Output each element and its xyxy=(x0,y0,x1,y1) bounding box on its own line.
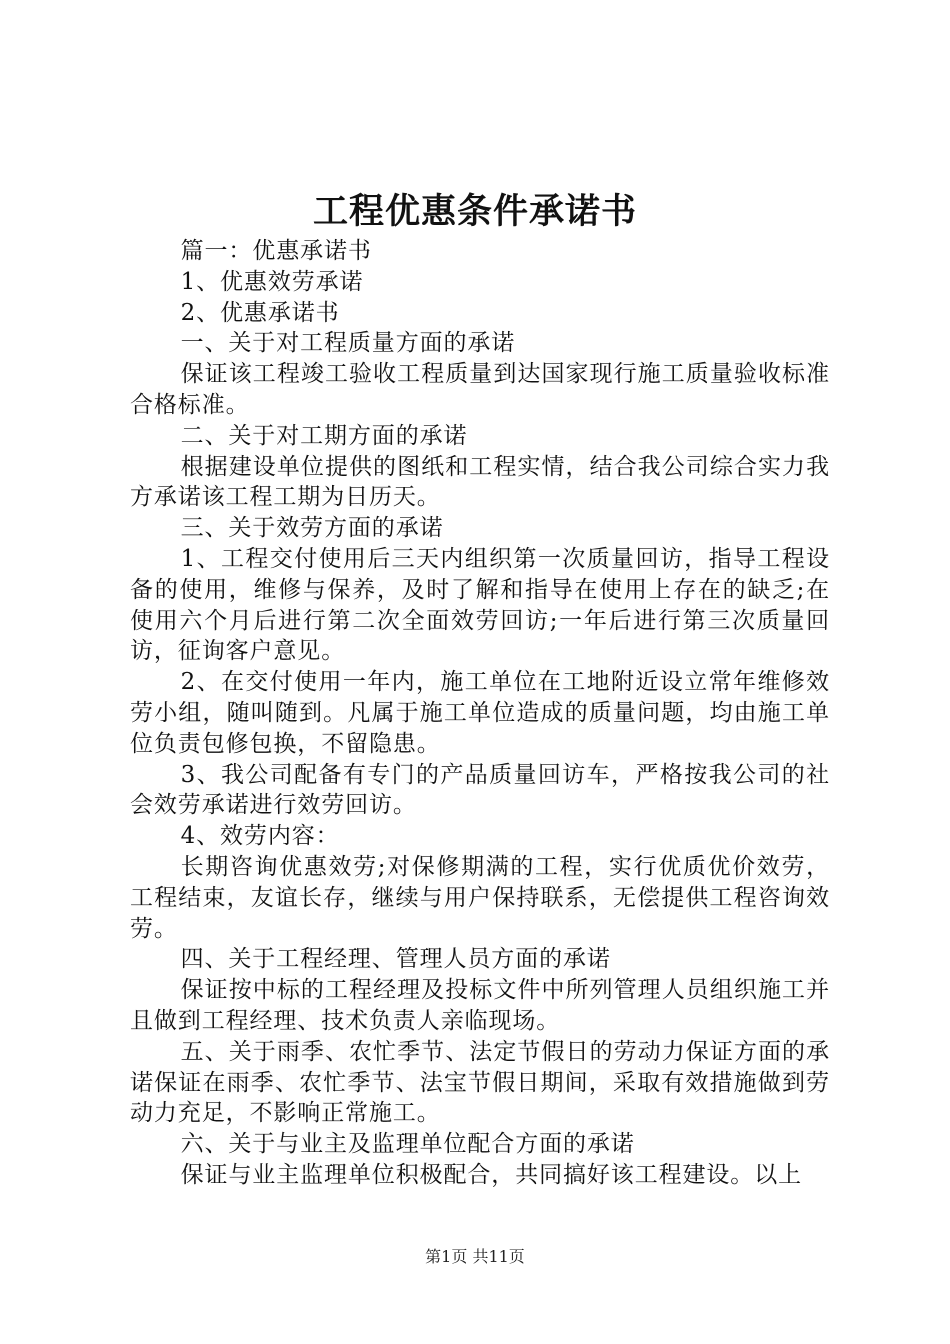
paragraph: 2、优惠承诺书 xyxy=(180,299,340,326)
paragraph: 1、工程交付使用后三天内组织第一次质量回访，指导工程设备的使用，维修与保养，及时了解和指导在使用上存在的缺乏;在使用六个月后进行第二次全面效劳回访;一年后进行第三次质量回访，征询客户意见。 xyxy=(130,545,830,665)
paragraph: 3、我公司配备有专门的产品质量回访车，严格按我公司的社会效劳承诺进行效劳回访。 xyxy=(130,761,830,819)
section-heading: 一、关于对工程质量方面的承诺 xyxy=(180,330,516,357)
paragraph: 保证按中标的工程经理及投标文件中所列管理人员组织施工并且做到工程经理、技术负责人亲临现场。 xyxy=(130,977,830,1034)
paragraph: 1、优惠效劳承诺 xyxy=(180,268,364,295)
paragraph: 篇一：优惠承诺书 xyxy=(180,238,372,264)
paragraph: 长期咨询优惠效劳;对保修期满的工程，实行优质优价效劳，工程结束，友谊长存，继续与用户保持联系，无偿提供工程咨询效劳。 xyxy=(130,853,830,942)
paragraph: 2、在交付使用一年内，施工单位在工地附近设立常年维修效劳小组，随叫随到。凡属于施工单位造成的质量问题，均由施工单位负责包修包换，不留隐患。 xyxy=(130,669,830,757)
section-heading: 三、关于效劳方面的承诺 xyxy=(180,515,444,542)
section-heading: 四、关于工程经理、管理人员方面的承诺 xyxy=(180,946,611,973)
paragraph: 4、效劳内容： xyxy=(180,823,340,850)
section-heading: 五、关于雨季、农忙季节、法定节假日的劳动力保证方面的承诺保证在雨季、农忙季节、法宝节假日期间，采取有效措施做到劳动力充足，不影响正常施工。 xyxy=(130,1038,830,1127)
page-footer: 第1页 共11页 xyxy=(425,1247,525,1266)
section-heading: 六、关于与业主及监理单位配合方面的承诺 xyxy=(180,1131,635,1158)
paragraph: 保证该工程竣工验收工程质量到达国家现行施工质量验收标准合格标准。 xyxy=(130,361,830,418)
document-title: 工程优惠条件承诺书 xyxy=(312,191,637,232)
paragraph: 保证与业主监理单位积极配合，共同搞好该工程建设。以上 xyxy=(180,1161,802,1188)
document-body xyxy=(130,236,830,1191)
section-heading: 二、关于对工期方面的承诺 xyxy=(180,422,468,449)
paragraph: 根据建设单位提供的图纸和工程实情，结合我公司综合实力我方承诺该工程工期为日历天。 xyxy=(130,453,830,511)
